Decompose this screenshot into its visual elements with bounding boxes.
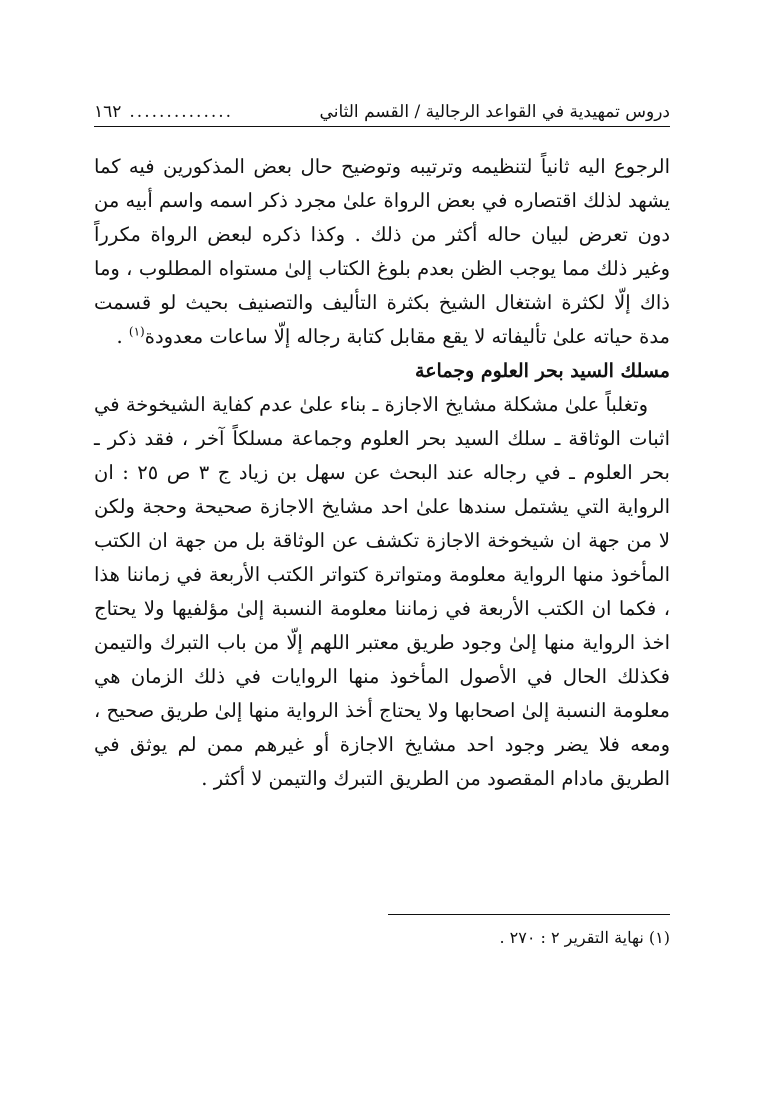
paragraph-1-end: . [116, 325, 129, 348]
page-header [94, 92, 670, 127]
header-title-group [320, 102, 670, 122]
footnote-divider [388, 914, 670, 915]
header-title: دروس تمهيدية في القواعد الرجالية / القسم الثاني [319, 102, 670, 122]
main-body [94, 150, 670, 796]
footnote-1: (١) نهاية التقرير ٢ : ٢٧٠ . [499, 928, 670, 947]
page-number: ١٦٢ [94, 102, 122, 122]
paragraph-1 [94, 150, 670, 354]
section-heading: مسلك السيد بحر العلوم وجماعة [415, 360, 670, 382]
paragraph-2: وتغلباً علىٰ مشكلة مشايخ الاجازة ـ بناء علىٰ عدم كفاية الشيخوخة في اثبات الوثاقة ـ سلك السيد بحر العلوم وجماعة مسلكاً آخر ، فقد ذكر ـ بحر العلوم ـ في رجاله عند البحث عن سهل بن زياد ج ٣ ص ٢٥ : ان الرواية التي يشتمل سندها علىٰ احد مشايخ الاجازة صحيحة وحجة ولكن لا من جهة ان شيخوخة الاجازة تكشف عن الوثاقة بل من جهة ان الكتب المأخوذ منها الرواية معلومة ومتواترة كتواتر الكتب الأربعة في زماننا هذا ، فكما ان الكتب الأربعة في زماننا معلومة النسبة إلىٰ مؤلفيها ولا يحتاج اخذ الرواية منها إلىٰ وجود طريق معتبر اللهم إلّا من باب التبرك والتيمن فكذلك الحال في الأصول المأخوذ منها الروايات في ذلك الزمان هي معلومة النسبة إلىٰ اصحابها ولا يحتاج أخذ الرواية منها إلىٰ طريق صحيح ، ومعه فلا يضر وجود احد مشايخ الاجازة أو غيرهم ممن لم يوثق في الطريق مادام المقصود من الطريق التبرك والتيمن لا أكثر . [94, 393, 670, 790]
paragraph-1-text: الرجوع اليه ثانياً لتنظيمه وترتيبه وتوضيح حال بعض المذكورين فيه كما يشهد لذلك اقتصاره في بعض الرواة علىٰ مجرد ذكر اسمه واسم أبيه من دون تعرض لبيان حاله أكثر من ذلك . وكذا ذكره لبعض الرواة مكرراً وغير ذلك مما يوجب الظن بعدم بلوغ الكتاب إلىٰ مستواه المطلوب ، وما ذاك إلّا لكثرة اشتغال الشيخ بكثرة التأليف والتصنيف بحيث لو قسمت مدة حياته علىٰ تأليفاته لا يقع مقابل كتابة رجاله إلّا ساعات معدودة [94, 155, 670, 348]
header-dots: .............. [129, 102, 234, 122]
header-page-group [94, 102, 233, 122]
footnote-ref-1[interactable]: (١) [128, 324, 145, 339]
